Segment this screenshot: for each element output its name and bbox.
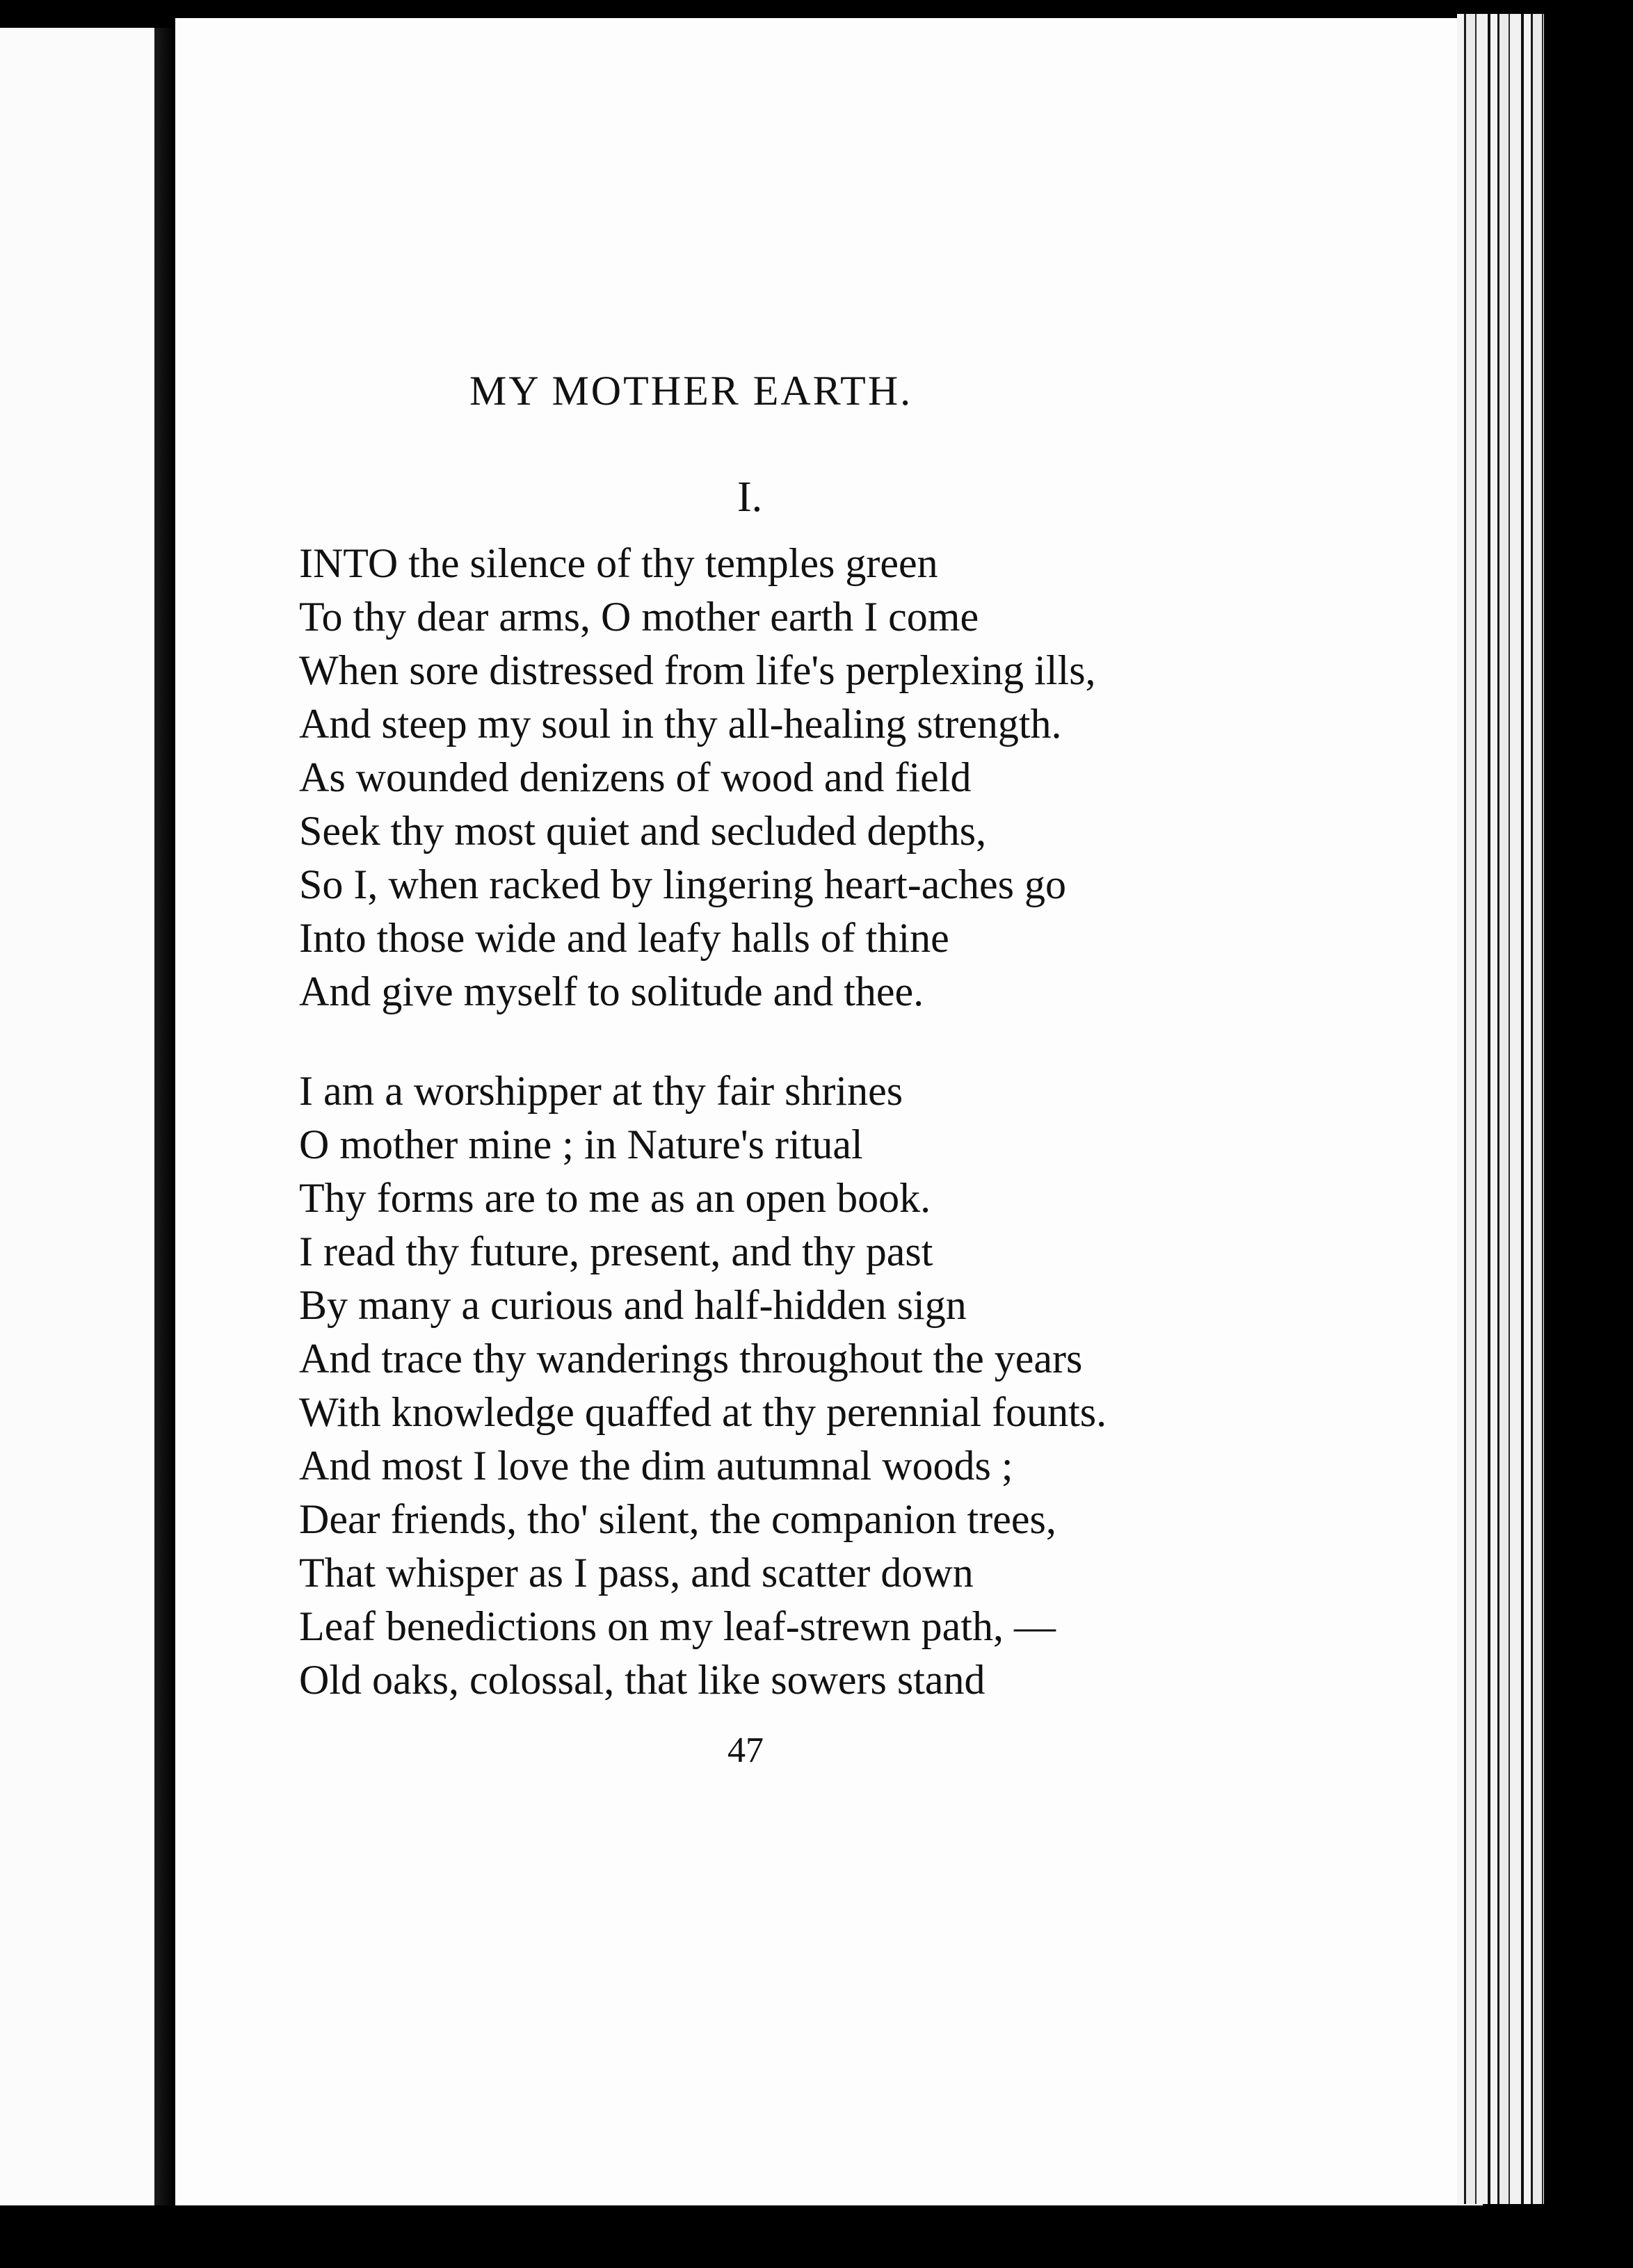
poem-line: And trace thy wanderings throughout the years [299, 1336, 1083, 1382]
stanza-2 [299, 1064, 1217, 1707]
poem-line: With knowledge quaffed at thy perennial founts. [299, 1389, 1107, 1435]
stanza-1 [299, 537, 1217, 1019]
bottom-background [0, 2205, 1633, 2268]
poem-line: Thy forms are to me as an open book. [299, 1175, 931, 1221]
poem-line: O mother mine ; in Nature's ritual [299, 1121, 863, 1167]
poem-line: To thy dear arms, O mother earth I come [299, 594, 979, 640]
poem-line: Leaf benedictions on my leaf-strewn path, — [299, 1603, 1056, 1649]
section-number: I. [737, 473, 763, 521]
stanza-break [299, 1019, 1217, 1064]
poem-title: MY MOTHER EARTH. [469, 368, 913, 414]
right-background [1544, 0, 1633, 2268]
page-number: 47 [727, 1731, 764, 1770]
poem-line: So I, when racked by lingering heart-aches go [299, 861, 1066, 907]
poem-line: As wounded denizens of wood and field [299, 754, 972, 800]
poem-line: INTO the silence of thy temples green [299, 540, 938, 586]
poem-line: Seek thy most quiet and secluded depths, [299, 808, 987, 854]
poem-line: That whisper as I pass, and scatter down [299, 1550, 974, 1596]
poem-line: And give myself to solitude and thee. [299, 969, 924, 1014]
poem-line: By many a curious and half-hidden sign [299, 1282, 967, 1328]
poem-line: I am a worshipper at thy fair shrines [299, 1068, 903, 1114]
poem-line: And steep my soul in thy all-healing strength. [299, 701, 1062, 747]
left-page [0, 28, 159, 2211]
poem-line: And most I love the dim autumnal woods ; [299, 1443, 1013, 1489]
poem-body [299, 537, 1217, 1707]
poem-line: Into those wide and leafy halls of thine [299, 915, 949, 961]
poem-line: I read thy future, present, and thy past [299, 1229, 933, 1274]
poem-line: Old oaks, colossal, that like sowers stand [299, 1657, 986, 1703]
gutter-shadow [154, 28, 175, 2211]
poem-line: Dear friends, tho' silent, the companion trees, [299, 1496, 1056, 1542]
poem-line: When sore distressed from life's perplexing ills, [299, 647, 1096, 693]
